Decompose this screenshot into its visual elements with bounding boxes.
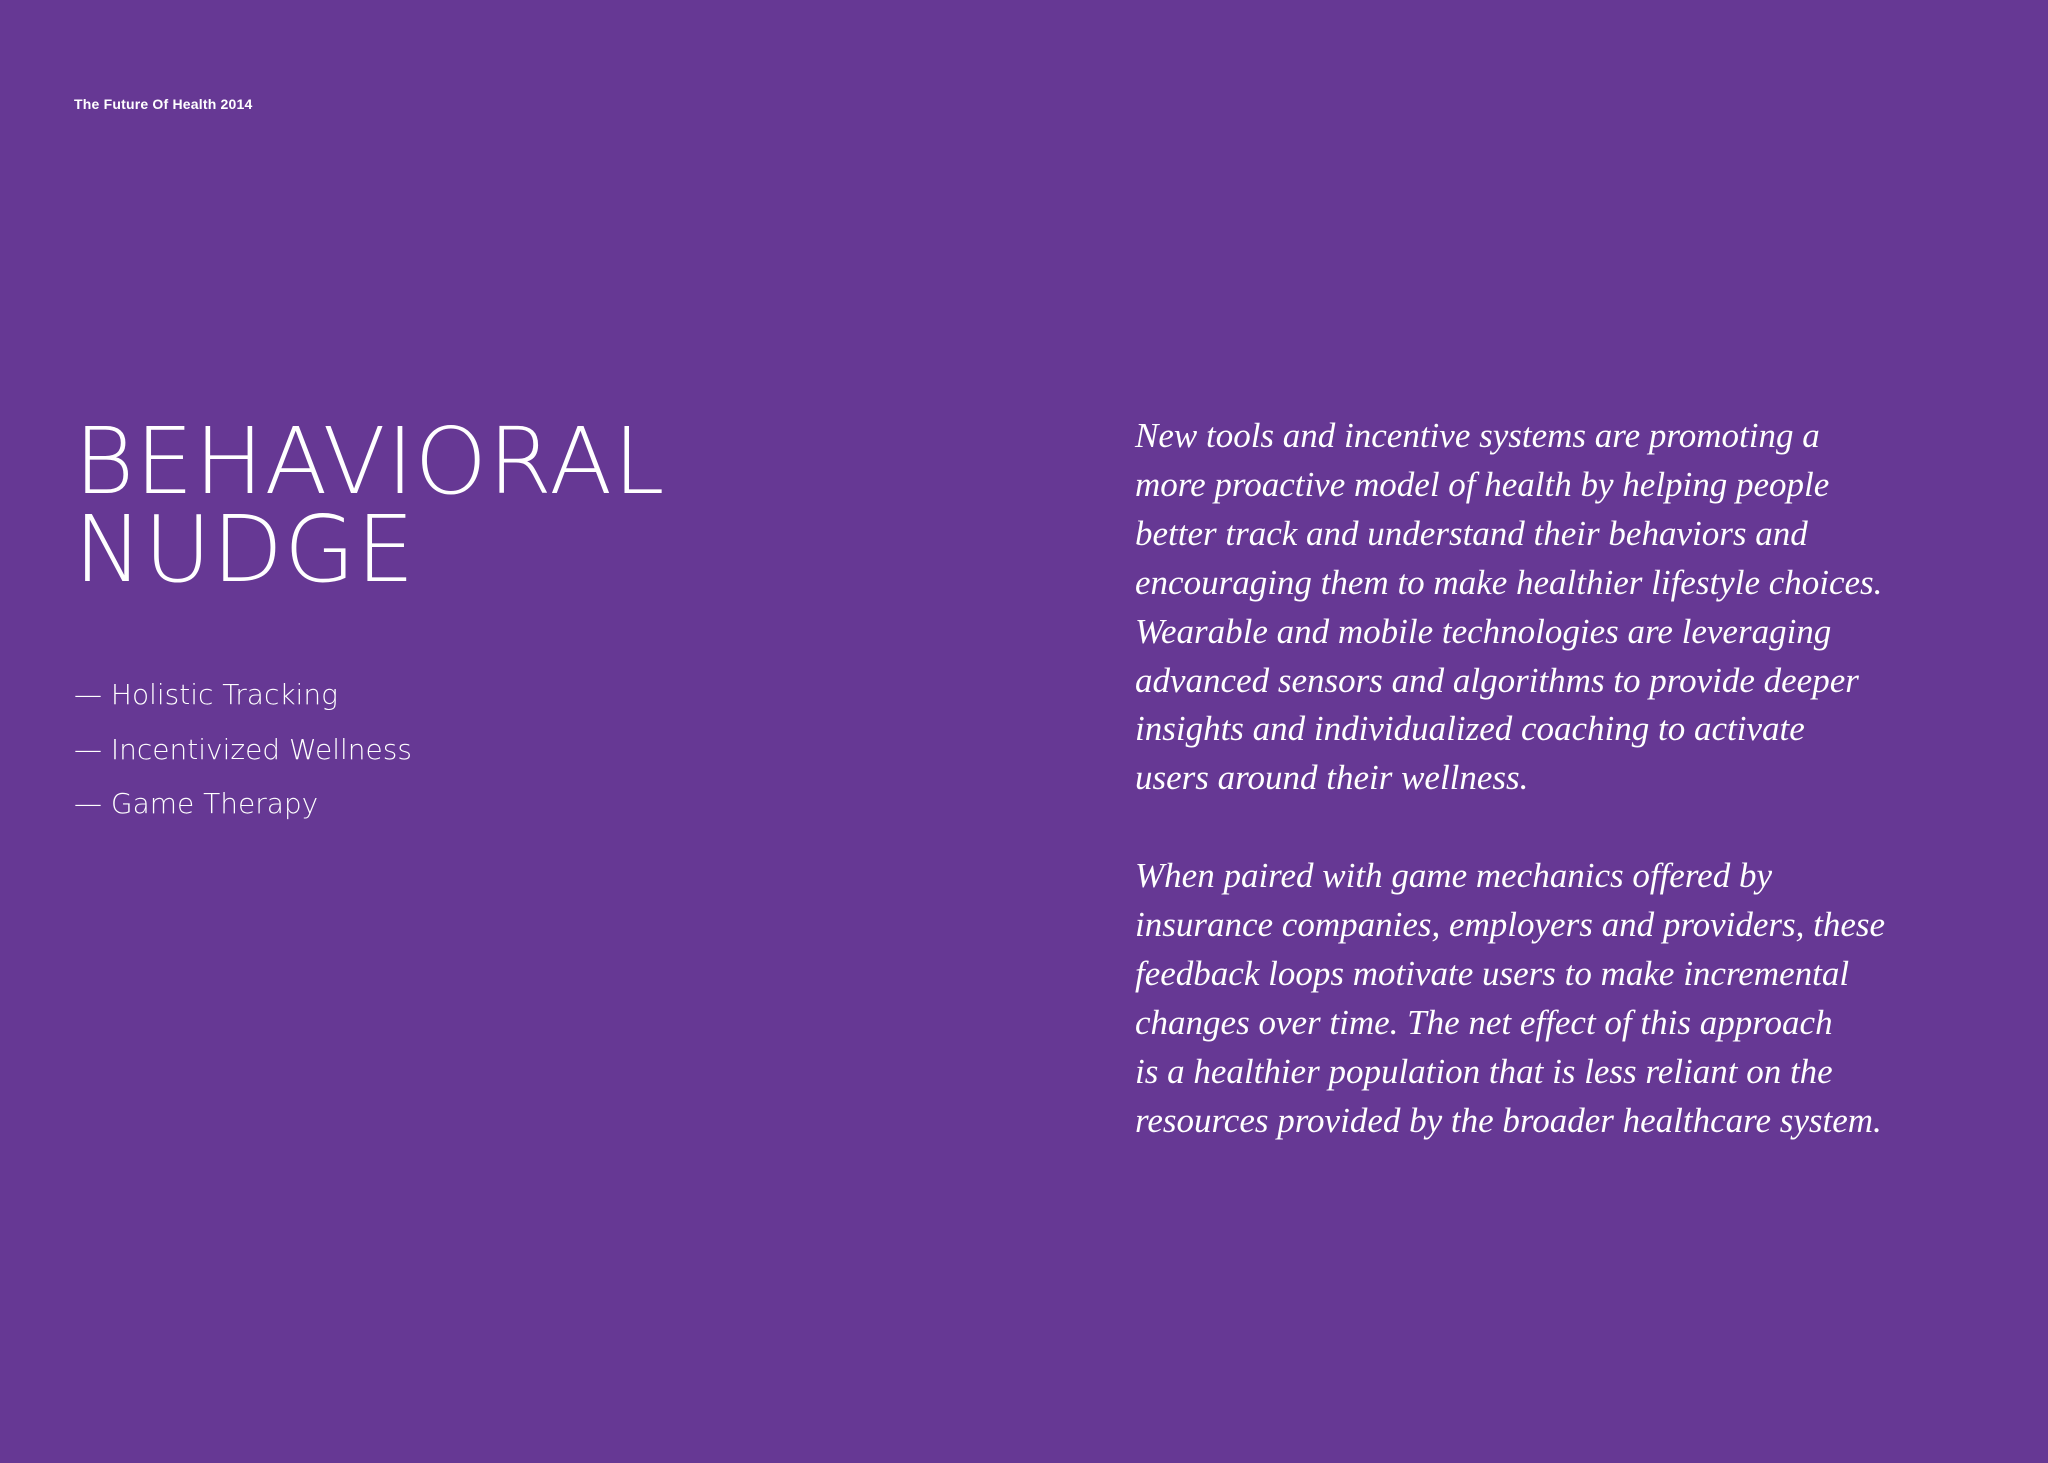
page-title (74, 408, 666, 603)
body-copy (1135, 412, 2015, 1146)
topic-item-incentivized-wellness: — Incentivized Wellness (74, 732, 412, 766)
body-line: resources provided by the broader healthcare system. (1135, 1100, 1882, 1140)
topic-item-game-therapy: — Game Therapy (74, 787, 319, 820)
body-paragraph-1 (1135, 412, 2015, 803)
title-line-2: NUDGE (74, 496, 416, 603)
body-line: is a healthier population that is less reliant on the (1135, 1051, 1833, 1091)
body-line: encouraging them to make healthier lifestyle choices. (1135, 562, 1883, 602)
topic-list (74, 668, 412, 832)
title-line-1: BEHAVIORAL (74, 408, 666, 515)
body-line: New tools and incentive systems are promoting a (1135, 416, 1820, 455)
body-line: insights and individualized coaching to activate (1135, 709, 1805, 749)
body-line: advanced sensors and algorithms to provide deeper (1135, 660, 1859, 700)
body-line: When paired with game mechanics offered by (1135, 856, 1772, 896)
body-line: feedback loops motivate users to make incremental (1135, 953, 1850, 993)
body-line: users around their wellness. (1135, 758, 1529, 798)
body-line: Wearable and mobile technologies are leveraging (1135, 611, 1832, 651)
body-line: better track and understand their behaviors and (1135, 513, 1808, 553)
topic-item-holistic-tracking: — Holistic Tracking (74, 678, 338, 711)
body-line: more proactive model of health by helping people (1135, 464, 1830, 504)
body-paragraph-2 (1135, 852, 2015, 1145)
body-line: changes over time. The net effect of this approach (1135, 1002, 1833, 1042)
running-header: The Future Of Health 2014 (74, 96, 253, 112)
body-line: insurance companies, employers and providers, these (1135, 905, 1886, 945)
